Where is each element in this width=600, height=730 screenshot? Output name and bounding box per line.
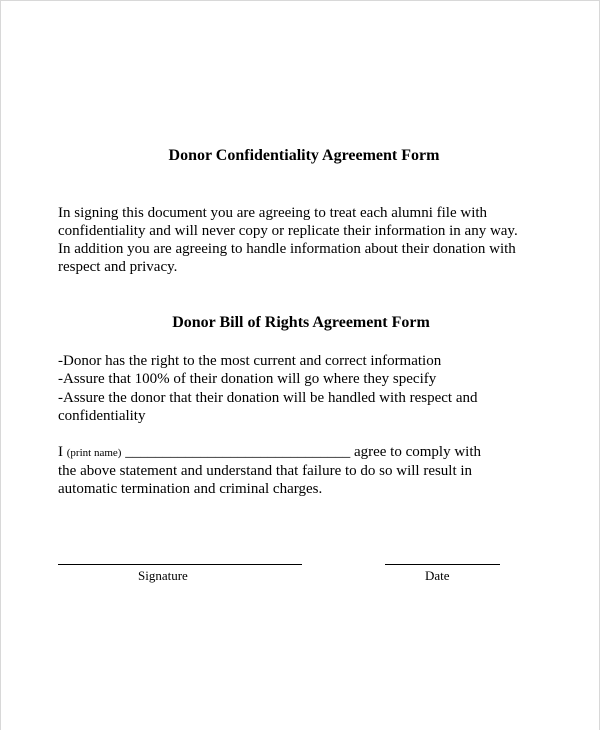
statement-line-1 [58,443,481,462]
rights-line-4: confidentiality [58,408,146,424]
rights-line-3: -Assure the donor that their donation will be handled with respect and [58,390,478,406]
statement-line-3: automatic termination and criminal charges. [58,481,323,497]
date-label: Date [425,568,450,583]
signature-line[interactable] [58,564,302,565]
statement-suffix: agree to comply with [353,444,481,460]
intro-line-4: respect and privacy. [58,259,178,275]
intro-line-2: confidentiality and will never copy or replicate their information in any way. [58,223,518,239]
signature-label: Signature [138,568,188,583]
statement-prefix: I [58,444,67,460]
print-name-hint: (print name) [66,447,122,459]
rights-line-2: -Assure that 100% of their donation will go where they specify [58,371,437,387]
intro-line-3: In addition you are agreeing to handle information about their donation with [58,241,516,257]
intro-line-1: In signing this document you are agreeing to treat each alumni file with [58,205,488,221]
bill-of-rights-title: Donor Bill of Rights Agreement Form [172,314,430,331]
print-name-field[interactable]: ______________________________ [121,444,354,460]
form-title: Donor Confidentiality Agreement Form [168,147,440,164]
rights-line-1: -Donor has the right to the most current and correct information [58,353,442,369]
statement-line-2: the above statement and understand that failure to do so will result in [58,463,473,479]
date-line[interactable] [385,564,500,565]
